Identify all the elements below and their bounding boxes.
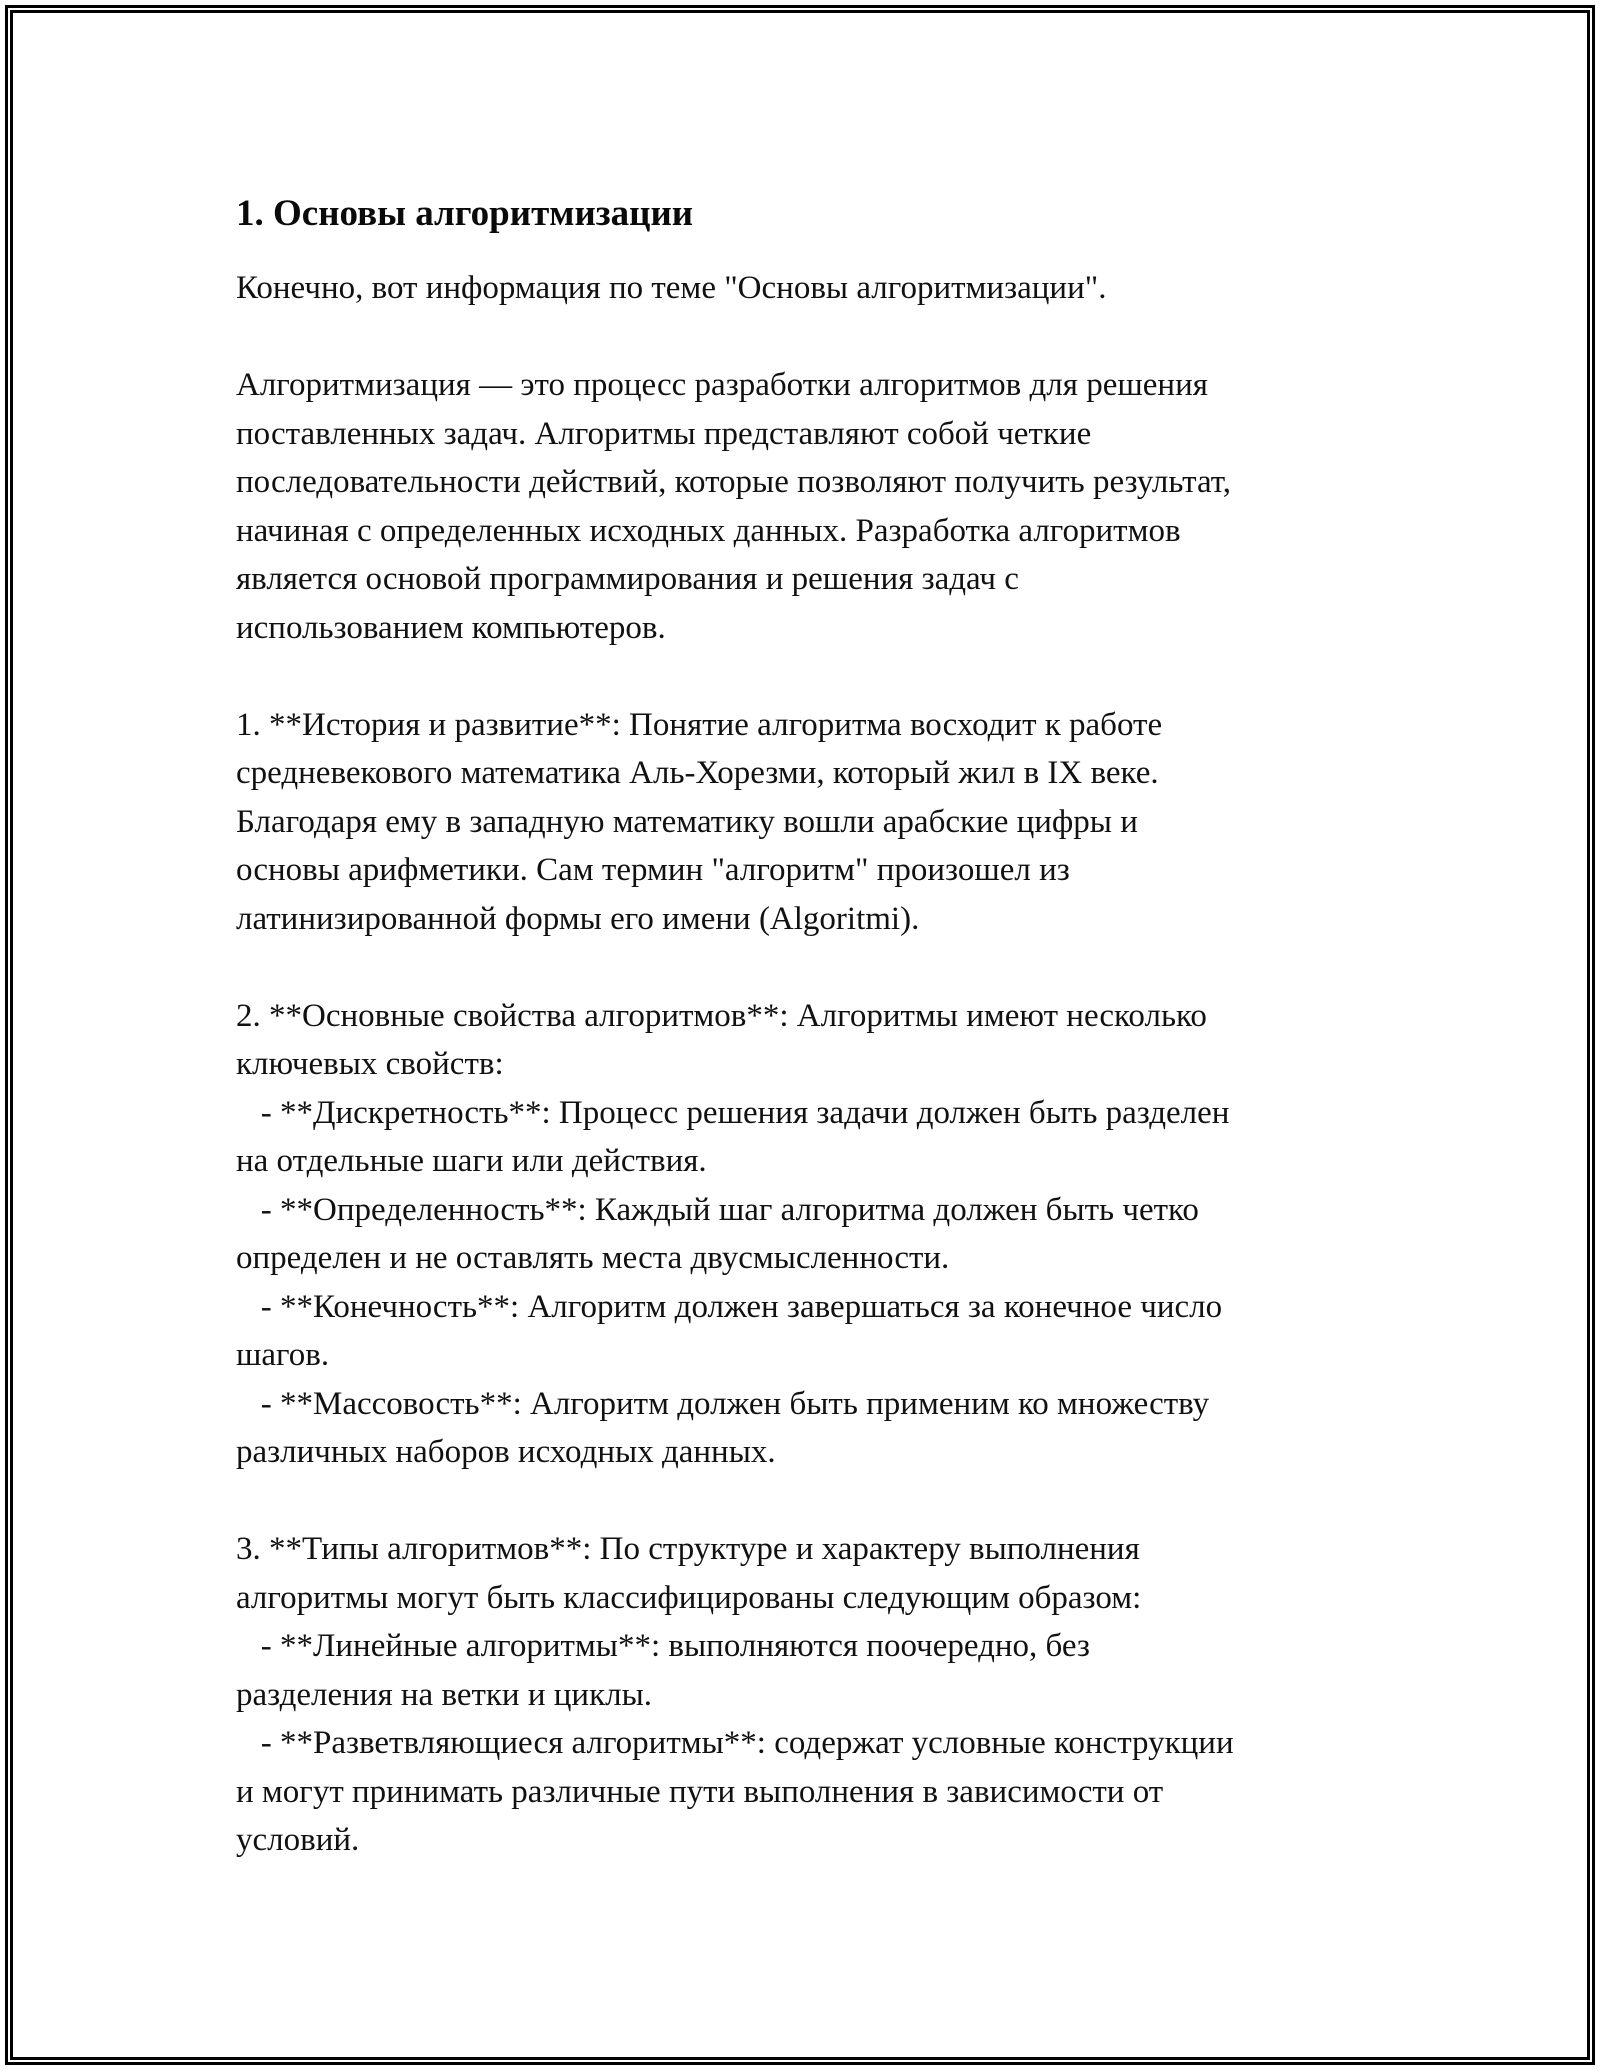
paragraph-gap [236, 652, 1386, 701]
text-line: ключевых свойств: [236, 1046, 504, 1082]
text-line: определен и не оставлять места двусмысленности. [236, 1240, 950, 1276]
text-line: различных наборов исходных данных. [236, 1434, 776, 1470]
text-line: - **Определенность**: Каждый шаг алгоритма должен быть четко [236, 1191, 1199, 1228]
text-line: на отдельные шаги или действия. [236, 1143, 707, 1179]
definition-paragraph [236, 361, 1386, 652]
section-heading: 1. Основы алгоритмизации [236, 193, 694, 234]
history-item [236, 701, 1386, 944]
text-line: 2. **Основные свойства алгоритмов**: Алгоритмы имеют несколько [236, 997, 1207, 1034]
text-line: и могут принимать различные пути выполнения в зависимости от [236, 1773, 1164, 1810]
document-body [236, 186, 1386, 1865]
types-item [236, 1525, 1386, 1865]
text-line: поставленных задач. Алгоритмы представляют собой четкие [236, 415, 1092, 452]
properties-item [236, 992, 1386, 1477]
intro-paragraph [236, 264, 1386, 313]
text-line: - **Дискретность**: Процесс решения задачи должен быть разделен [236, 1094, 1230, 1131]
text-line: условий. [236, 1822, 360, 1858]
text-line: Конечно, вот информация по теме "Основы алгоритмизации". [236, 270, 1107, 306]
text-line: алгоритмы могут быть классифицированы следующим образом: [236, 1579, 1142, 1616]
text-line: средневекового математика Аль-Хорезми, который жил в IX веке. [236, 755, 1159, 791]
text-line: латинизированной формы его имени (Algoritmi). [236, 900, 920, 937]
text-line: Благодаря ему в западную математику вошли арабские цифры и [236, 803, 1138, 840]
text-line: - **Массовость**: Алгоритм должен быть применим ко множеству [236, 1385, 1210, 1422]
text-line: - **Конечность**: Алгоритм должен завершаться за конечное число [236, 1288, 1223, 1325]
text-line: основы арифметики. Сам термин "алгоритм" произошел из [236, 852, 1070, 888]
text-line: является основой программирования и решения задач с [236, 561, 1019, 597]
text-line: 1. **История и развитие**: Понятие алгоритма восходит к работе [236, 706, 1163, 743]
text-line: использованием компьютеров. [236, 609, 666, 646]
paragraph-gap [236, 943, 1386, 992]
text-line: 3. **Типы алгоритмов**: По структуре и характеру выполнения [236, 1531, 1140, 1567]
text-line: - **Линейные алгоритмы**: выполняются поочередно, без [236, 1628, 1090, 1664]
paragraph-gap [236, 1477, 1386, 1526]
text-line: разделения на ветки и циклы. [236, 1676, 652, 1713]
text-line: Алгоритмизация — это процесс разработки алгоритмов для решения [236, 367, 1208, 403]
text-line: последовательности действий, которые позволяют получить результат, [236, 464, 1231, 500]
paragraph-gap [236, 313, 1386, 362]
text-line: - **Разветвляющиеся алгоритмы**: содержат условные конструкции [236, 1725, 1234, 1761]
text-line: шагов. [236, 1337, 330, 1373]
text-line: начиная с определенных исходных данных. Разработка алгоритмов [236, 512, 1181, 549]
